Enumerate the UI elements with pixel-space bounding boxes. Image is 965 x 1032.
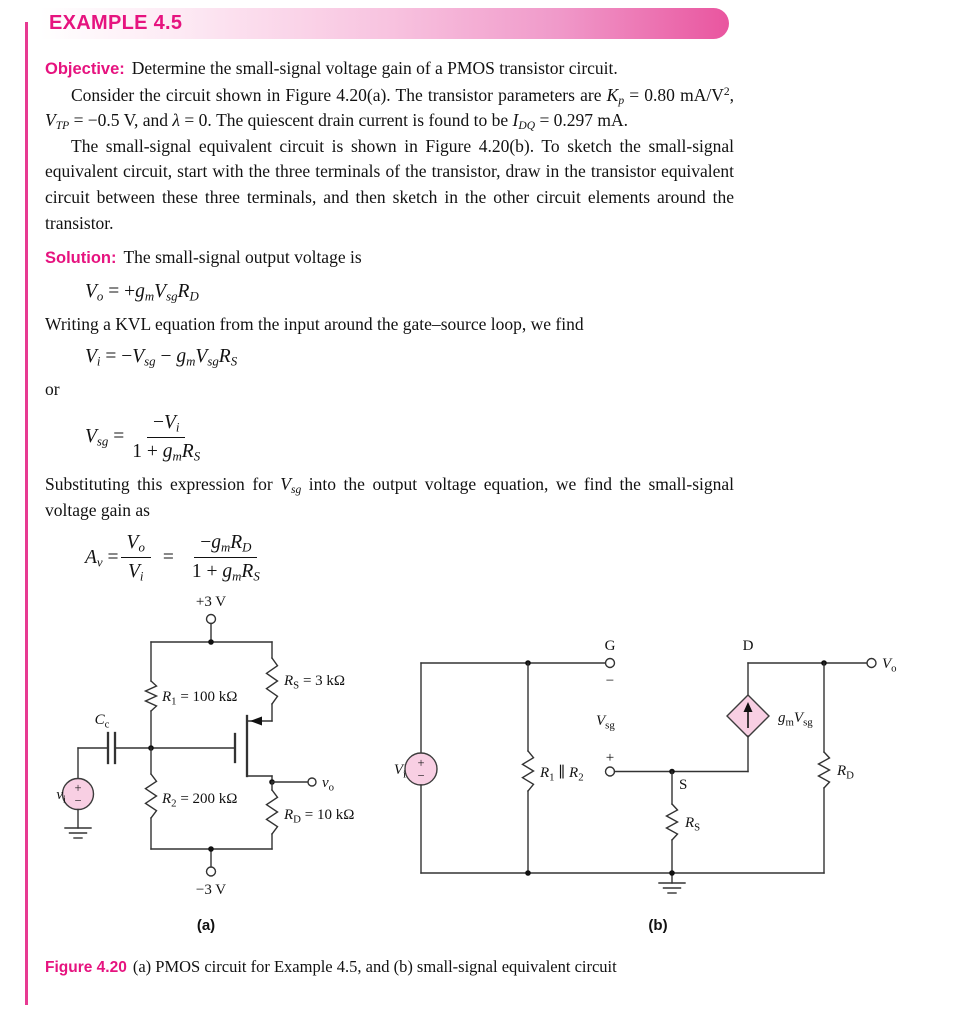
equation-vsg-lhs: $V_{sg}$ = [85, 426, 125, 450]
vee-label: −3 V [195, 882, 227, 899]
solution-text: The small-signal output voltage is [123, 247, 362, 268]
r2-label: $R_2 = 200$ kΩ [162, 791, 238, 810]
node-dot [208, 846, 214, 852]
objective-label: Objective: [45, 60, 125, 78]
circuit-b-bottom-wires [421, 873, 824, 893]
resistor-r1-parallel-r2 [523, 663, 534, 873]
gate-terminal [606, 659, 615, 668]
gmvsg-label: $g_mV_{sg}$ [778, 710, 813, 729]
resistor-r2 [146, 748, 157, 849]
circuit-b [394, 638, 897, 934]
equation-vsg [85, 412, 734, 463]
figure-caption [45, 957, 965, 977]
equation-gain-fraction-1: $\frac{V_o}{V_i}$ [121, 532, 151, 583]
circuit-figure-svg [38, 592, 958, 942]
r1r2-label: $R_1$ ∥ $R_2$ [540, 765, 584, 784]
equation-gain-lhs: $A_v$ = [85, 546, 119, 570]
rd-label-b: $R_D$ [837, 763, 854, 782]
r1-label: $R_1 = 100$ kΩ [162, 689, 238, 708]
equation-gain-equals: = [162, 546, 174, 568]
vi-label-b: $V_i$ [393, 762, 406, 781]
source-terminal [606, 767, 615, 776]
cc-label: $C_c$ [94, 712, 110, 731]
resistor-rs-b [667, 772, 678, 874]
vi-source-b [405, 663, 437, 873]
vi-minus: − [74, 793, 82, 808]
body-text [45, 56, 734, 583]
rd-label: $R_D = 10$ kΩ [284, 807, 355, 826]
circuit-a-top-wires [151, 624, 272, 643]
node-dot [669, 870, 675, 876]
kvl-paragraph: Writing a KVL equation from the input around the gate–source loop, we find [45, 313, 584, 334]
objective-text: Determine the small-signal voltage gain of a PMOS transistor circuit. [131, 58, 618, 78]
vsg-minus: − [605, 673, 615, 690]
resistor-r1 [146, 642, 157, 748]
vo-label-b: $V_o$ [882, 656, 897, 675]
resistor-rs [267, 642, 278, 721]
vcc-label: +3 V [195, 594, 227, 611]
circuit-a [56, 594, 354, 934]
equation-output-voltage: $V_o = +g_mV_{sg}R_D$ [85, 280, 199, 304]
vcc-terminal [207, 615, 216, 624]
vi-label: $v_i$ [56, 787, 66, 806]
resistor-rd [267, 782, 278, 849]
vi-plus-b: + [417, 756, 425, 771]
equation-gain-fraction-2: $\frac{-g_mR_D}{1 + g_mR_S}$ [191, 532, 260, 584]
node-dot [525, 870, 531, 876]
node-dot [208, 639, 214, 645]
substituting-paragraph: Substituting this expression for $V_{sg}$ into the output voltage equation, we find the small-signal voltage gain as [45, 473, 734, 520]
vee-terminal [207, 867, 216, 876]
rs-label-b: $R_S$ [685, 815, 701, 834]
consider-paragraph: Consider the circuit shown in Figure 4.20(a). The transistor parameters are $K_p = 0.80$ $mA/V^2$, $V_{TP} = -0.5$ V, and λ = 0. The quiescent drain current is found to be $I_{DQ} = 0.297$ mA. [45, 84, 734, 133]
subfigure-b-label: (b) [648, 917, 668, 935]
rs-label: $R_S = 3$ kΩ [284, 673, 346, 692]
figure-caption-text: (a) PMOS circuit for Example 4.5, and (b) small-signal equivalent circuit [132, 957, 617, 977]
vo-label: $v_o$ [322, 775, 335, 794]
source-arrow [250, 717, 262, 726]
equation-kvl: $V_i = -V_{sg} - g_mV_{sg}R_S$ [85, 346, 238, 369]
figure-4-20 [38, 592, 965, 947]
equation-gain [85, 532, 734, 583]
vo-terminal [308, 778, 316, 786]
pmos-transistor [151, 716, 272, 782]
vi-source [63, 748, 94, 838]
accent-left-rule [25, 22, 28, 1005]
source-label: S [679, 777, 688, 794]
example-header-bar [40, 8, 729, 39]
vsg-label: $V_{sg}$ [596, 713, 615, 732]
vsg-plus: + [605, 750, 615, 767]
figure-caption-label: Figure 4.20 [45, 959, 127, 977]
vi-minus-b: − [417, 768, 425, 783]
subfigure-a-label: (a) [196, 917, 216, 935]
objective-paragraph [45, 56, 734, 83]
resistor-rd-b [819, 663, 830, 873]
dependent-current-source [727, 663, 769, 772]
solution-paragraph [45, 245, 734, 272]
or-text: or [45, 379, 60, 400]
gate-label: G [604, 638, 616, 655]
vo-terminal-b [867, 659, 876, 668]
capacitor-cc [78, 733, 151, 763]
vi-plus: + [74, 781, 82, 796]
solution-label: Solution: [45, 249, 117, 268]
drain-label: D [742, 638, 754, 655]
example-title: EXAMPLE 4.5 [49, 12, 183, 34]
sketch-paragraph: The small-signal equivalent circuit is shown in Figure 4.20(b). To sketch the small-signal equivalent circuit, start with the three terminals of the transistor, draw in the transistor equivalent circuit between these three terminals, and then sketch in the other circuit elements around the transistor. [45, 135, 734, 233]
equation-vsg-fraction: $\frac{-V_i}{1 + g_mR_S}$ [132, 411, 201, 464]
